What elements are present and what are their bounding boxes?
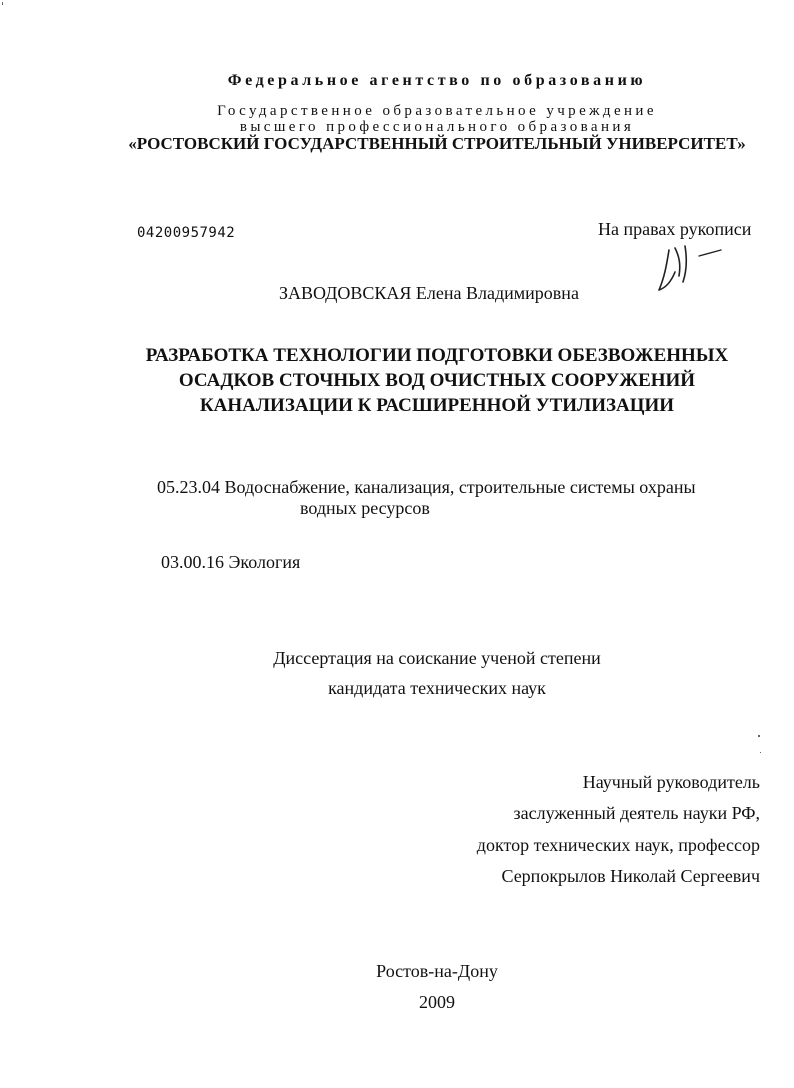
- year: 2009: [419, 992, 455, 1012]
- supervisor-degree: доктор технических наук, профессор: [476, 835, 760, 855]
- city: Ростов-на-Дону: [376, 961, 498, 981]
- scan-speck: [758, 735, 760, 737]
- institution-line-2: высшего профессионального образования: [239, 119, 635, 135]
- registration-number: 04200957942: [137, 225, 236, 241]
- specialty-code-2: 03.00.16 Экология: [161, 552, 301, 572]
- manuscript-rights-note: На правах рукописи: [598, 219, 752, 239]
- agency-heading: Федеральное агентство по образованию: [227, 72, 647, 89]
- degree-line-1: Диссертация на соискание ученой степени: [273, 648, 601, 668]
- handwritten-signature: [655, 242, 725, 298]
- supervisor-name: Серпокрылов Николай Сергеевич: [501, 866, 760, 886]
- thesis-title: РАЗРАБОТКА ТЕХНОЛОГИИ ПОДГОТОВКИ ОБЕЗВОЖЕННЫХ ОСАДКОВ СТОЧНЫХ ВОД ОЧИСТНЫХ СООРУЖЕНИЙ КАНАЛИЗАЦИИ К РАСШИРЕННОЙ УТИЛИЗАЦИИ: [145, 345, 729, 416]
- supervisor-role: Научный руководитель: [582, 772, 760, 792]
- scan-speck: [760, 752, 761, 753]
- university-name: «РОСТОВСКИЙ ГОСУДАРСТВЕННЫЙ СТРОИТЕЛЬНЫЙ УНИВЕРСИТЕТ»: [128, 134, 746, 153]
- degree-line-2: кандидата технических наук: [328, 678, 546, 698]
- specialty-code-1-line-1: 05.23.04 Водоснабжение, канализация, строительные системы охраны: [157, 477, 696, 497]
- supervisor-honor: заслуженный деятель науки РФ,: [513, 803, 760, 823]
- scan-speck: [2, 2, 3, 5]
- specialty-code-1-line-2: водных ресурсов: [300, 498, 430, 518]
- institution-line-1: Государственное образовательное учреждение: [217, 103, 657, 119]
- author-name: ЗАВОДОВСКАЯ Елена Владимировна: [279, 283, 579, 303]
